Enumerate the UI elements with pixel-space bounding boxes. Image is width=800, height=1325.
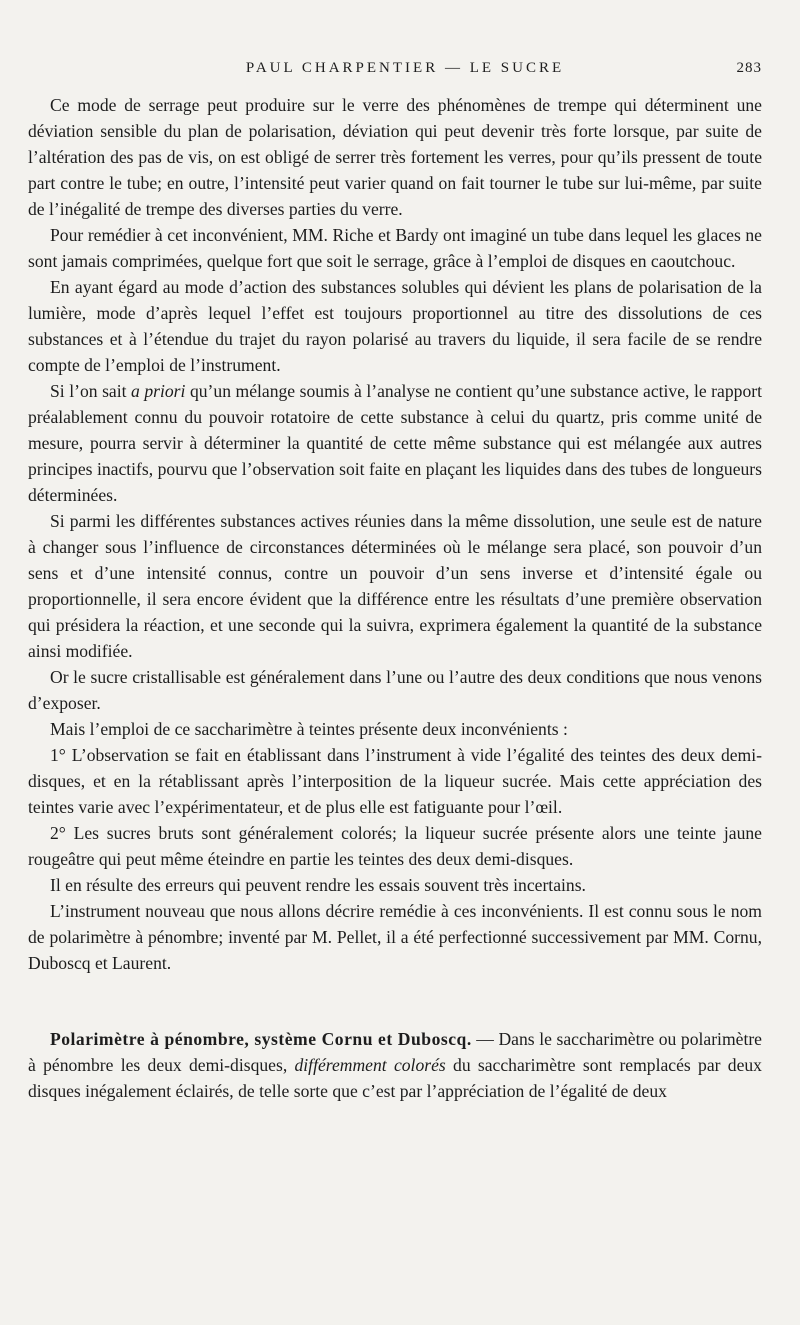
running-title: PAUL CHARPENTIER — LE SUCRE: [245, 60, 565, 76]
paragraph: 1° L’observation se fait en établissant dans l’instrument à vide l’égalité des teintes des deux demi-disques, et en la rétablissant après l’interposition de la liqueur sucrée. Mais cette appréciation des teintes varie avec l’expérimentateur, et de plus elle est fatiguante pour l’œil.: [28, 745, 762, 817]
paragraph: Ce mode de serrage peut produire sur le verre des phénomènes de trempe qui déterminent une déviation sensible du plan de polarisation, déviation qui peut devenir très forte lorsque, par suite de l’altération des pas de vis, on est obligé de serrer très fortement les verres, pour qu’ils pressent de toute part contre le tube; en outre, l’intensité peut varier quand on fait tourner le tube sur lui-même, par suite de l’inégalité de trempe des diverses parties du verre.: [28, 95, 762, 219]
text-run: du saccharimètre sont remplacés par deux disques inégalement éclairés, de telle sorte que c’est par l’appréciation de l’égalité de deux: [28, 1055, 762, 1101]
paragraph: Si parmi les différentes substances actives réunies dans la même dissolution, une seule est de nature à changer sous l’influence de circonstances déterminées où le mélange sera placé, son pouvoir d’un sens et d’une intensité connus, contre un pouvoir d’un sens inverse et d’intensité égale ou proportionnelle, il sera encore évident que la différence entre les résultats d’une première observation qui présidera la réaction, et une seconde qui la suivra, exprimera également la quantité de la substance ainsi modifiée.: [28, 511, 762, 661]
paragraph: Pour remédier à cet inconvénient, MM. Riche et Bardy ont imaginé un tube dans lequel les glaces ne sont jamais comprimées, quelque fort que soit le serrage, grâce à l’emploi de disques en caoutchouc.: [28, 225, 762, 271]
page-number: 283: [736, 60, 762, 76]
section-heading: Polarimètre à pénombre, système Cornu et Duboscq.: [50, 1029, 472, 1049]
paragraph: [28, 378, 762, 508]
text-run: Dans le saccharimètre ou polarimètre à pénombre les deux demi-disques,: [28, 1029, 762, 1075]
section-paragraph: [28, 1026, 762, 1104]
text-run: qu’un mélange soumis à l’analyse ne contient qu’une substance active, le rapport préalablement connu du pouvoir rotatoire de cette substance à celui du quartz, pris comme unité de mesure, pourra servir à déterminer la quantité de cette même substance qui est mélangée aux autres principes inactifs, pourvu que l’observation soit faite en plaçant les liquides dans des tubes de longueurs déterminées.: [28, 381, 762, 505]
paragraph: Mais l’emploi de ce saccharimètre à teintes présente deux inconvénients :: [50, 719, 568, 739]
text-run: Si l’on sait: [50, 381, 132, 401]
paragraph: En ayant égard au mode d’action des substances solubles qui dévient les plans de polarisation de la lumière, mode d’après lequel l’effet est toujours proportionnel au titre des dissolutions de ces substances et à l’étendue du trajet du rayon polarisé au travers du liquide, il sera facile de se rendre compte de l’emploi de l’instrument.: [28, 277, 762, 375]
paragraph: L’instrument nouveau que nous allons décrire remédie à ces inconvénients. Il est connu sous le nom de polarimètre à pénombre; inventé par M. Pellet, il a été perfectionné successivement par MM. Cornu, Duboscq et Laurent.: [28, 901, 762, 973]
italic-text: a priori: [131, 381, 186, 401]
section-gap: [28, 976, 762, 1026]
paragraph: Il en résulte des erreurs qui peuvent rendre les essais souvent très incertains.: [50, 875, 586, 895]
italic-text: différemment colorés: [294, 1055, 446, 1075]
heading-dash: —: [471, 1029, 499, 1049]
body-text: [28, 92, 762, 1104]
paragraph: Or le sucre cristallisable est généralement dans l’une ou l’autre des deux conditions que nous venons d’exposer.: [28, 667, 762, 713]
paragraph: 2° Les sucres bruts sont généralement colorés; la liqueur sucrée présente alors une teinte jaune rougeâtre qui peut même éteindre en partie les teintes des deux demi-disques.: [28, 823, 762, 869]
running-head: [28, 60, 762, 86]
